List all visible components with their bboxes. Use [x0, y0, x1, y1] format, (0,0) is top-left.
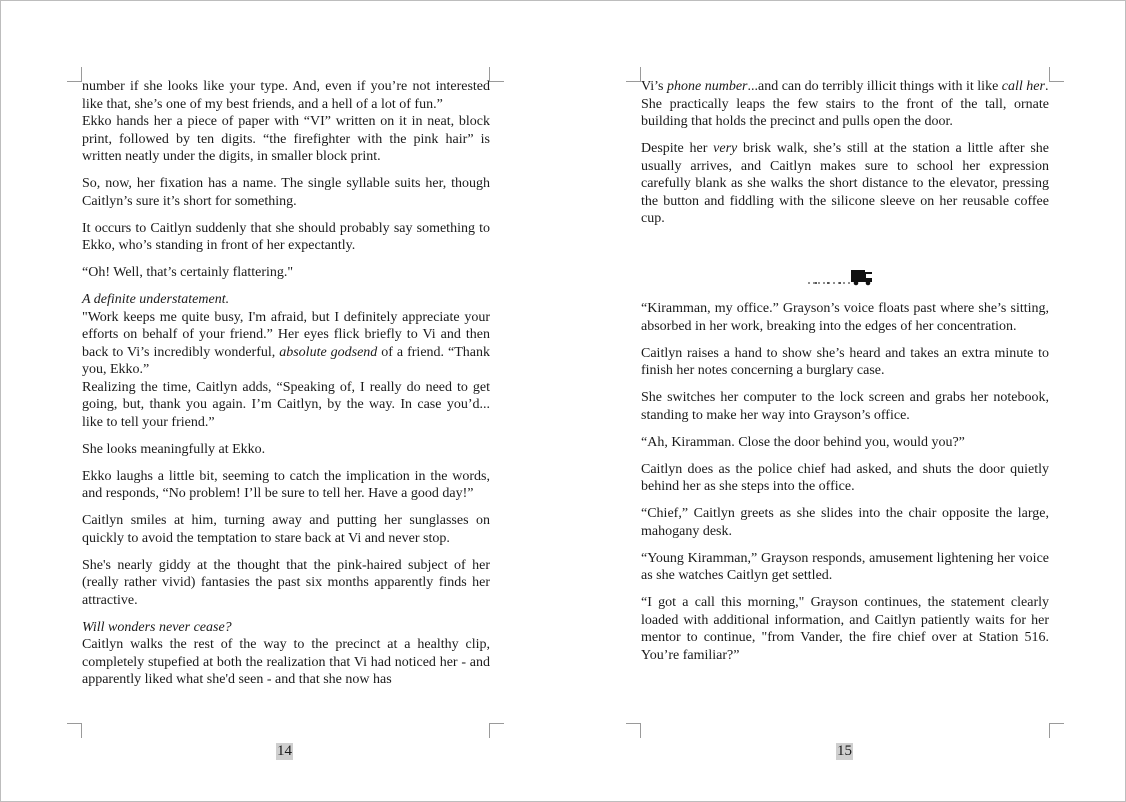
crop-mark: [489, 67, 504, 82]
paragraph-italic: A definite understatement.: [82, 292, 230, 307]
page-number: 14: [277, 743, 292, 759]
paragraph: So, now, her fixation has a name. The single syllable suits her, though Caitlyn’s sure it’s short for something.: [82, 176, 490, 209]
paragraph: “Chief,” Caitlyn greets as she slides into the chair opposite the large, mahogany desk.: [641, 506, 1049, 539]
paragraph: “Young Kiramman,” Grayson responds, amusement lightening her voice as she watches Caitlyn get settled.: [641, 550, 1049, 583]
paragraph: Ekko hands her a piece of paper with “VI” written on it in neat, block print, followed by ten digits. “the firefighter with the pink hair” is written neatly under the digits, in smaller block print.: [82, 114, 490, 164]
paragraph: Despite her very brisk walk, she’s still at the station a little after she usually arrives, and Caitlyn makes sure to school her expression carefully blank as she walks the short distance to the elevator, pressing the button and fiddling with the silicone sleeve on her reusable coffee cup.: [641, 141, 1049, 226]
paragraph: She looks meaningfully at Ekko.: [82, 441, 266, 457]
paragraph: Caitlyn does as the police chief had asked, and shuts the door quietly behind her as she steps into the office.: [641, 461, 1049, 494]
paragraph: number if she looks like your type. And, even if you’re not interested like that, she’s one of my best friends, and a hell of a lot of fun.”: [82, 79, 490, 112]
paragraph: Caitlyn walks the rest of the way to the precinct at a healthy clip, completely stupefied at both the realization that Vi had noticed her - and apparently liked what she'd seen - and that she now has: [82, 637, 490, 687]
left-page-text: [82, 78, 490, 689]
paragraph: “I got a call this morning," Grayson continues, the statement clearly loaded with additional information, and Caitlyn patiently waits for her mentor to continue, "from Vander, the fire chief over at Station 516. You’re familiar?”: [641, 595, 1049, 663]
paragraph: “Ah, Kiramman. Close the door behind you, would you?”: [641, 434, 965, 450]
paragraph: Realizing the time, Caitlyn adds, “Speaking of, I really do need to get going, but, thank you again. I’m Caitlyn, by the way. In case you’d... like to tell your friend.”: [82, 379, 490, 430]
paragraph-italic: Will wonders never cease?: [82, 619, 232, 635]
crop-mark: [1049, 67, 1064, 82]
paragraph: Caitlyn raises a hand to show she’s heard and takes an extra minute to finish her notes concerning a burglary case.: [641, 345, 1049, 378]
paragraph: Ekko laughs a little bit, seeming to catch the implication in the words, and responds, “No problem! I’ll be sure to tell her. Have a good day!”: [82, 468, 490, 501]
crop-mark: [489, 723, 504, 738]
right-page-text: [641, 78, 1049, 664]
page-number: 15: [837, 743, 852, 759]
paragraph: She switches her computer to the lock screen and grabs her notebook, standing to make her way into Grayson’s office.: [641, 390, 1049, 423]
paragraph: Caitlyn smiles at him, turning away and putting her sunglasses on quickly to avoid the temptation to stare back at Vi and never stop.: [82, 513, 490, 546]
paragraph: She practically leaps the few stairs to the front of the tall, ornate building that holds the precinct and pulls open the door.: [641, 96, 1049, 129]
paragraph: "Work keeps me quite busy, I'm afraid, but I definitely appreciate your efforts on behalf of your friend.” Her eyes flick briefly to Vi and then back to Vi’s incredibly wonderful, absolute godsend of a friend. “Thank you, Ekko.”: [82, 309, 490, 377]
crop-mark: [626, 67, 641, 82]
paragraph: She's nearly giddy at the thought that the pink-haired subject of her (really rather vivid) fantasies the past six months apparently finds her attractive.: [82, 557, 490, 608]
crop-mark: [1049, 723, 1064, 738]
page-left: [0, 0, 562, 802]
crop-mark: [67, 723, 82, 738]
fire-truck-icon: [808, 268, 878, 288]
paragraph: It occurs to Caitlyn suddenly that she should probably say something to Ekko, who’s standing in front of her expectantly.: [82, 220, 490, 253]
crop-mark: [67, 67, 82, 82]
paragraph: “Oh! Well, that’s certainly flattering.": [82, 265, 294, 280]
paragraph: Vi’s phone number...and can do terribly illicit things with it like call her.: [641, 79, 1049, 94]
paragraph: “Kiramman, my office.” Grayson’s voice floats past where she’s sitting, absorbed in her work, breaking into the edges of her concentration.: [641, 301, 1049, 334]
crop-mark: [626, 723, 641, 738]
page-right: [563, 0, 1125, 802]
